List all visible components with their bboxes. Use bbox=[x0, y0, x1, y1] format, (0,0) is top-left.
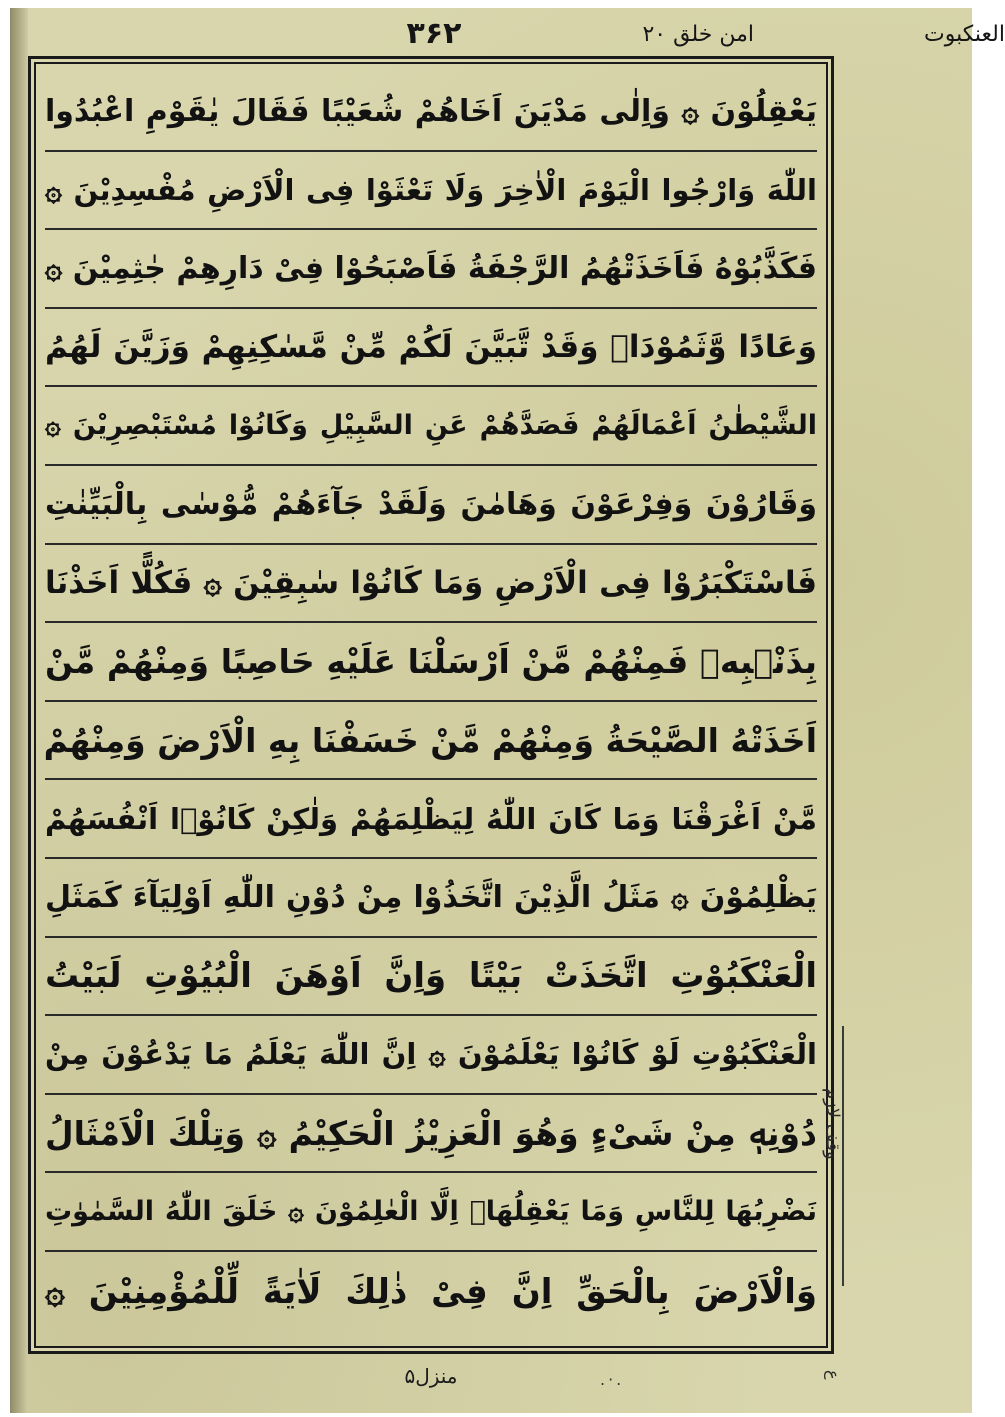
ruku-mark: ع bbox=[824, 1370, 843, 1380]
footer-dots: .·. bbox=[600, 1370, 625, 1389]
verse-line bbox=[45, 1095, 817, 1174]
text-frame bbox=[28, 56, 834, 1354]
verse-line-text: نَضْرِبُهَا لِلنَّاسِ وَمَا يَعْقِلُهَاۤ اِلَّا الْعٰلِمُوْنَ ۞ خَلَقَ اللّٰهُ السَّمٰوٰتِ bbox=[45, 1196, 817, 1228]
verse-line-text: دُوْنِهٖ مِنْ شَىْءٍ وَهُوَ الْعَزِيْزُ الْحَكِيْمُ ۞ وَتِلْكَ الْاَمْثَالُ bbox=[45, 1113, 817, 1153]
page-binding-edge bbox=[10, 8, 28, 1413]
mushaf-page bbox=[10, 8, 1005, 1413]
verse-line bbox=[45, 1173, 817, 1252]
verse-line-text: اَخَذَتْهُ الصَّيْحَةُ وَمِنْهُمْ مَّنْ خَسَفْنَا بِهِ الْاَرْضَ وَمِنْهُمْ bbox=[43, 720, 817, 760]
verse-line-text: وَقَارُوْنَ وَفِرْعَوْنَ وَهَامٰنَ وَلَقَدْ جَآءَهُمْ مُّوْسٰى بِالْبَيِّنٰتِ bbox=[45, 486, 817, 522]
verse-line bbox=[45, 545, 817, 624]
verse-line-text: يَعْقِلُوْنَ ۞ وَاِلٰى مَدْيَنَ اَخَاهُمْ شُعَيْبًا فَقَالَ يٰقَوْمِ اعْبُدُوا bbox=[45, 93, 817, 129]
verse-line bbox=[45, 387, 817, 466]
verse-line-text: وَالْاَرْضَ بِالْحَقِّ اِنَّ فِىْ ذٰلِكَ لَاٰيَةً لِّلْمُؤْمِنِيْنَ ۞ bbox=[45, 1271, 817, 1312]
surah-label: العنکبوت bbox=[924, 22, 1005, 47]
manzil-label: منزل۵ bbox=[404, 1364, 458, 1388]
verse-line bbox=[45, 73, 817, 152]
verse-line bbox=[45, 309, 817, 388]
verse-lines bbox=[45, 73, 817, 1339]
verse-line-text: الشَّيْطٰنُ اَعْمَالَهُمْ فَصَدَّهُمْ عَنِ السَّبِيْلِ وَكَانُوْا مُسْتَبْصِرِيْنَ ۞ bbox=[45, 410, 817, 442]
verse-line bbox=[45, 230, 817, 309]
verse-line-text: الْعَنْكَبُوْتِ اتَّخَذَتْ بَيْتًا وَاِنَّ اَوْهَنَ الْبُيُوْتِ لَبَيْتُ bbox=[45, 955, 817, 996]
verse-line bbox=[45, 466, 817, 545]
verse-line bbox=[45, 938, 817, 1017]
waqf-note: وقف لازم bbox=[822, 1088, 843, 1160]
verse-line-text: بِذَنْۢبِهٖ فَمِنْهُمْ مَّنْ اَرْسَلْنَا عَلَيْهِ حَاصِبًا وَمِنْهُمْ مَّنْ bbox=[45, 641, 817, 681]
verse-line bbox=[45, 859, 817, 938]
verse-line bbox=[45, 780, 817, 859]
verse-line bbox=[45, 1252, 817, 1331]
verse-line-text: الْعَنْكَبُوْتِ لَوْ كَانُوْا يَعْلَمُوْنَ ۞ اِنَّ اللّٰهَ يَعْلَمُ مَا يَدْعُوْنَ مِنْ bbox=[45, 1037, 817, 1072]
verse-line-text: مَّنْ اَغْرَقْنَا وَمَا كَانَ اللّٰهُ لِيَظْلِمَهُمْ وَلٰكِنْ كَانُوْۤا اَنْفُسَهُمْ bbox=[45, 801, 817, 836]
page-number: ۳۶۲ bbox=[406, 16, 462, 51]
verse-line-text: فَاسْتَكْبَرُوْا فِى الْاَرْضِ وَمَا كَانُوْا سٰبِقِيْنَ ۞ فَكُلًّا اَخَذْنَا bbox=[45, 564, 817, 601]
verse-line-text: اللّٰهَ وَارْجُوا الْيَوْمَ الْاٰخِرَ وَلَا تَعْثَوْا فِى الْاَرْضِ مُفْسِدِيْنَ ۞ bbox=[45, 172, 817, 207]
verse-line-text: فَكَذَّبُوْهُ فَاَخَذَتْهُمُ الرَّجْفَةُ فَاَصْبَحُوْا فِىْ دَارِهِمْ جٰثِمِيْنَ ۞ bbox=[44, 250, 817, 286]
verse-line bbox=[45, 702, 817, 781]
verse-line-text: يَظْلِمُوْنَ ۞ مَثَلُ الَّذِيْنَ اتَّخَذُوْا مِنْ دُوْنِ اللّٰهِ اَوْلِيَآءَ كَمَثَلِ bbox=[45, 879, 817, 915]
verse-line bbox=[45, 623, 817, 702]
verse-line bbox=[45, 152, 817, 231]
verse-line-text: وَعَادًا وَّثَمُوْدَاۡ وَقَدْ تَّبَيَّنَ لَكُمْ مِّنْ مَّسٰكِنِهِمْ وَزَيَّنَ لَهُمُ bbox=[45, 329, 817, 366]
juz-label: امن خلق ۲۰ bbox=[642, 22, 754, 47]
verse-line bbox=[45, 1016, 817, 1095]
